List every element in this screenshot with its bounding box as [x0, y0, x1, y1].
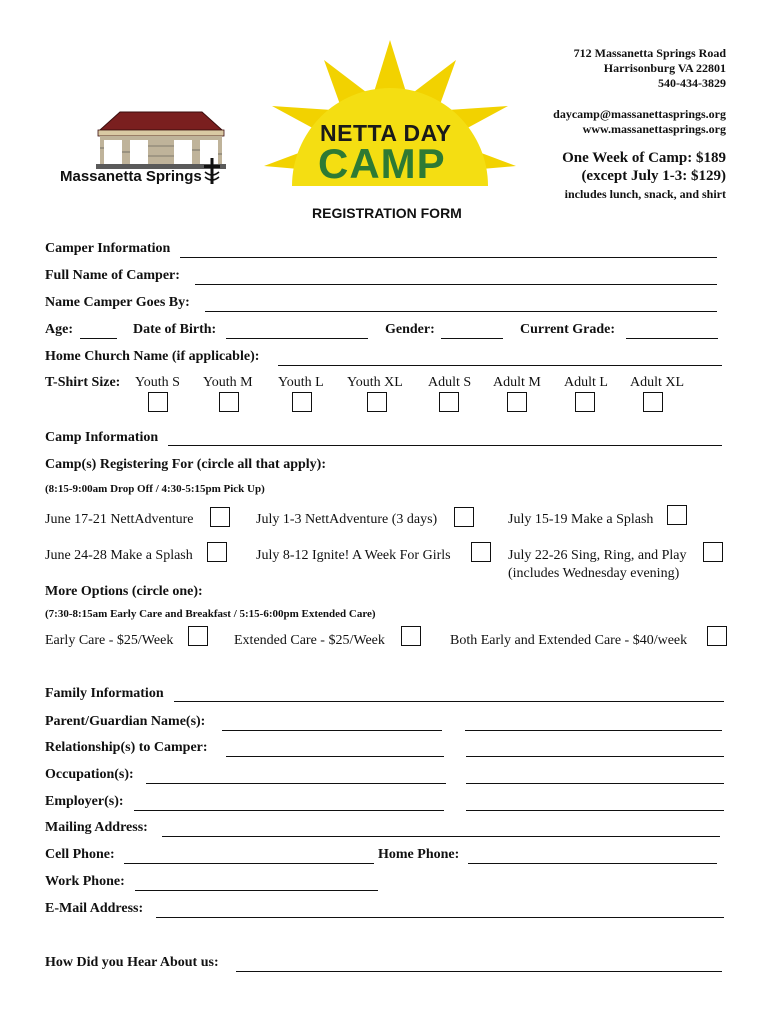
checkbox-july-1[interactable]: [454, 507, 474, 527]
gender-field[interactable]: [441, 338, 503, 339]
mailing-label: Mailing Address:: [45, 820, 148, 835]
camp-option-july-22: July 22-26 Sing, Ring, and Play: [508, 548, 687, 563]
logo-center-line1: NETTA DAY: [320, 120, 452, 146]
full-name-label: Full Name of Camper:: [45, 268, 180, 283]
checkbox-adult-l[interactable]: [575, 392, 595, 412]
camper-section-title: Camper Information: [45, 241, 171, 256]
size-youth-m: Youth M: [203, 375, 253, 390]
camp-section-title: Camp Information: [45, 430, 159, 445]
cell-phone-label: Cell Phone:: [45, 847, 115, 862]
checkbox-youth-l[interactable]: [292, 392, 312, 412]
checkbox-adult-m[interactable]: [507, 392, 527, 412]
size-adult-s: Adult S: [428, 375, 472, 390]
mailing-field[interactable]: [162, 836, 720, 837]
full-name-field[interactable]: [195, 284, 717, 285]
relationship-label: Relationship(s) to Camper:: [45, 740, 208, 755]
camp-section-rule: [168, 445, 722, 446]
checkbox-adult-s[interactable]: [439, 392, 459, 412]
home-phone-label: Home Phone:: [378, 847, 460, 862]
checkbox-early-care[interactable]: [188, 626, 208, 646]
camp-option-june-24: June 24-28 Make a Splash: [45, 548, 193, 563]
cross-icon: [203, 158, 221, 184]
hear-about-label: How Did you Hear About us:: [45, 955, 219, 970]
address-line-2: Harrisonburg VA 22801: [603, 61, 726, 75]
phone-number: 540-434-3829: [658, 76, 726, 90]
relationship-field-1[interactable]: [226, 756, 444, 757]
work-phone-label: Work Phone:: [45, 874, 125, 889]
occupation-label: Occupation(s):: [45, 767, 134, 782]
more-options-label: More Options (circle one):: [45, 584, 203, 599]
massanetta-logo: [60, 108, 230, 188]
both-care-option: Both Early and Extended Care - $40/week: [450, 633, 688, 648]
checkbox-july-15[interactable]: [667, 505, 687, 525]
camp-times: (8:15-9:00am Drop Off / 4:30-5:15pm Pick Up): [45, 483, 265, 495]
size-adult-xl: Adult XL: [630, 375, 685, 390]
parent-label: Parent/Guardian Name(s):: [45, 714, 206, 729]
employer-field-2[interactable]: [466, 810, 724, 811]
goes-by-label: Name Camper Goes By:: [45, 295, 190, 310]
work-phone-field[interactable]: [135, 890, 378, 891]
church-field[interactable]: [278, 365, 722, 366]
email-label: E-Mail Address:: [45, 901, 144, 916]
employer-label: Employer(s):: [45, 794, 124, 809]
checkbox-youth-m[interactable]: [219, 392, 239, 412]
price-sub: (except July 1-3: $129): [581, 168, 726, 184]
employer-field-1[interactable]: [134, 810, 444, 811]
tshirt-label: T-Shirt Size:: [45, 375, 121, 390]
dob-field[interactable]: [226, 338, 368, 339]
price-main: One Week of Camp: $189: [562, 150, 726, 166]
checkbox-july-22[interactable]: [703, 542, 723, 562]
register-label: Camp(s) Registering For (circle all that apply):: [45, 457, 326, 472]
dob-label: Date of Birth:: [133, 322, 217, 337]
occupation-field-1[interactable]: [146, 783, 446, 784]
checkbox-june-17[interactable]: [210, 507, 230, 527]
grade-field[interactable]: [626, 338, 718, 339]
checkbox-july-8[interactable]: [471, 542, 491, 562]
checkbox-extended-care[interactable]: [401, 626, 421, 646]
camp-option-july-15: July 15-19 Make a Splash: [508, 512, 654, 527]
size-youth-l: Youth L: [278, 375, 324, 390]
size-adult-m: Adult M: [493, 375, 541, 390]
checkbox-youth-xl[interactable]: [367, 392, 387, 412]
camp-option-july-8: July 8-12 Ignite! A Week For Girls: [256, 548, 451, 563]
size-youth-s: Youth S: [135, 375, 180, 390]
price-includes: includes lunch, snack, and shirt: [564, 187, 726, 201]
camp-option-july-1: July 1-3 NettAdventure (3 days): [256, 512, 438, 527]
camper-section-rule: [180, 257, 717, 258]
family-section-title: Family Information: [45, 686, 164, 701]
logo-center-line2: CAMP: [318, 140, 446, 187]
extended-care-option: Extended Care - $25/Week: [234, 633, 385, 648]
occupation-field-2[interactable]: [466, 783, 724, 784]
grade-label: Current Grade:: [520, 322, 615, 337]
family-section-rule: [174, 701, 724, 702]
parent-field-1[interactable]: [222, 730, 442, 731]
church-label: Home Church Name (if applicable):: [45, 349, 260, 364]
more-options-times: (7:30-8:15am Early Care and Breakfast / 5:15-6:00pm Extended Care): [45, 608, 376, 620]
size-youth-xl: Youth XL: [347, 375, 403, 390]
camp-option-june-17: June 17-21 NettAdventure: [45, 512, 194, 527]
goes-by-field[interactable]: [205, 311, 717, 312]
early-care-option: Early Care - $25/Week: [45, 633, 174, 648]
size-adult-l: Adult L: [564, 375, 608, 390]
camp-option-note: (includes Wednesday evening): [508, 566, 680, 581]
hear-about-field[interactable]: [236, 971, 722, 972]
age-field[interactable]: [80, 338, 117, 339]
email-address: daycamp@massanettasprings.org: [553, 107, 726, 121]
parent-field-2[interactable]: [465, 730, 722, 731]
gender-label: Gender:: [385, 322, 435, 337]
netta-day-camp-logo: [262, 40, 518, 198]
checkbox-both-care[interactable]: [707, 626, 727, 646]
checkbox-june-24[interactable]: [207, 542, 227, 562]
home-phone-field[interactable]: [468, 863, 717, 864]
address-line-1: 712 Massanetta Springs Road: [573, 46, 726, 60]
form-title: REGISTRATION FORM: [312, 205, 462, 221]
checkbox-youth-s[interactable]: [148, 392, 168, 412]
cell-phone-field[interactable]: [124, 863, 374, 864]
email-field[interactable]: [156, 917, 724, 918]
age-label: Age:: [45, 322, 73, 337]
website-url: www.massanettasprings.org: [582, 122, 726, 136]
checkbox-adult-xl[interactable]: [643, 392, 663, 412]
relationship-field-2[interactable]: [466, 756, 724, 757]
logo-left-text: Massanetta Springs: [60, 168, 202, 185]
